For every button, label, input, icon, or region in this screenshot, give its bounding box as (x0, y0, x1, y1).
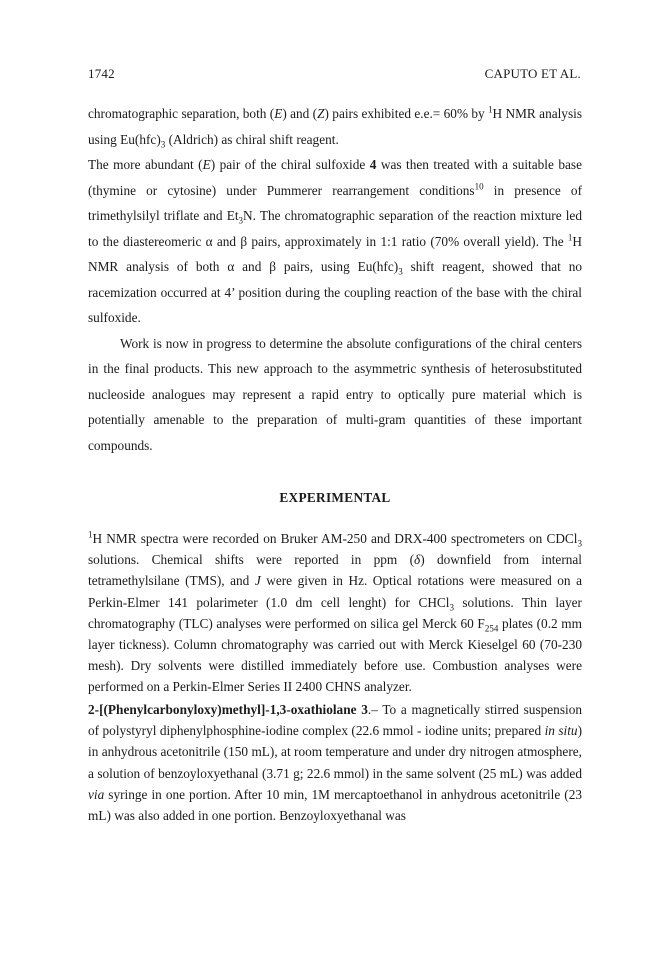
page-number: 1742 (88, 66, 115, 81)
page-header (88, 66, 581, 82)
experimental-paragraph-2: 2-[(Phenylcarbonyloxy)methyl]-1,3-oxathiolane 3.– To a magnetically stirred suspension of polystyryl diphenylphosphine-iodine complex (22.6 mmol - iodine units; prepared in situ) in anhydrous acetonitrile (150 mL), at room temperature and under dry nitrogen atmosphere, a solution of benzoyloxyethanal (3.71 g; 22.6 mmol) in the same solvent (25 mL) was added via syringe in one portion. After 10 min, 1M mercaptoethanol in anhydrous acetonitrile (23 mL) was also added in one portion. Benzoyloxyethanal was (88, 702, 582, 824)
paragraph-1: chromatographic separation, both (E) and (Z) pairs exhibited e.e.= 60% by $^1$H NMR analysis using $Eu(hfc)_3$ (Aldrich) as chiral shift reagent. (88, 104, 583, 150)
compound-name: 2-[(Phenylcarbonyloxy)methyl]-1,3-oxathiolane 3 (88, 702, 368, 717)
results-text (88, 101, 582, 458)
experimental-paragraph-1: $^1$H NMR spectra were recorded on Bruker AM-250 and DRX-400 spectrometers on CDCl$_3$ solutions. Chemical shifts were reported in ppm (δ) downfield from internal tetramethylsilane (TMS), and J were given in Hz. Optical rotations were measured on a Perkin-Elmer 141 polarimeter (1.0 dm cell lenght) for CHCl$_3$ solutions. Thin layer chromatography (TLC) analyses were performed on silica gel Merck 60 $F_{254}$ plates (0.2 mm layer tickness). Column chromatography was carried out with Merck Kieselgel 60 (70-230 mesh). Dry solvents were distilled immediately before use. Combustion analyses were performed on a Perkin-Elmer Series II 2400 CHNS analyzer. (88, 529, 582, 695)
paragraph-3: Work is now in progress to determine the absolute configurations of the chiral centers in the final products. This new approach to the asymmetric synthesis of heterosubstituted nucleoside analogues may represent a rapid entry to optically pure material which is potentially amenable to the preparation of multi-gram quantities of these important compounds. (88, 335, 582, 453)
section-title-experimental: EXPERIMENTAL (279, 490, 391, 505)
running-head: CAPUTO ET AL. (484, 66, 581, 81)
experimental-procedure (88, 699, 582, 826)
paragraph-2: The more abundant (E) pair of the chiral sulfoxide 4 was then treated with a suitable base (thymine or cytosine) under Pummerer rearrangement conditions$^{10}$ in presence of trimethylsilyl triflate and $Et_3N$. The chromatographic separation of the reaction mixture led to the diastereomeric α and β pairs, approximately in 1:1 ratio (70% overall yield). The $^1$H NMR analysis of both α and β pairs, using $Eu(hfc)_3$ shift reagent, showed that no racemization occurred at 4’ position during the coupling reaction of the base with the chiral sulfoxide. (88, 157, 583, 325)
experimental-general (88, 528, 582, 698)
